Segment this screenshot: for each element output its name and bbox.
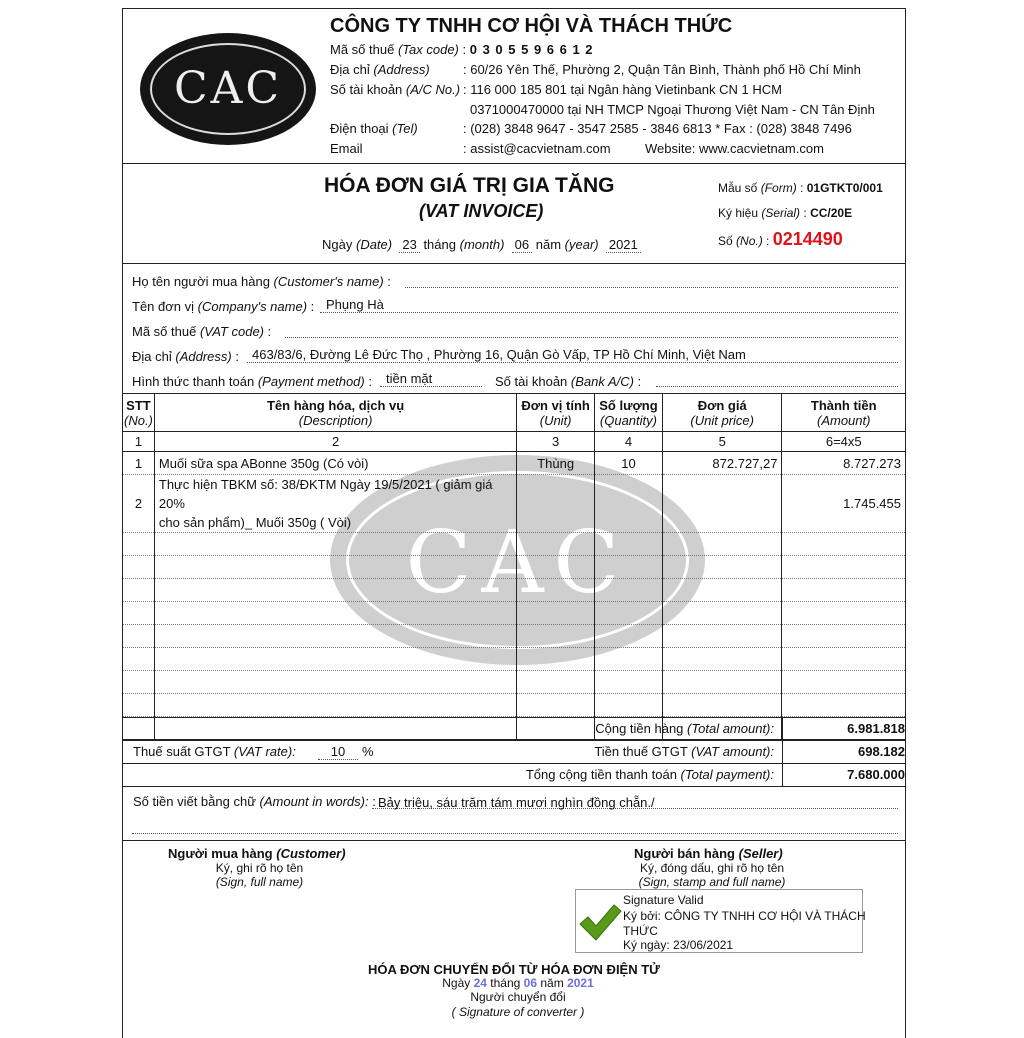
- invoice-number: 0214490: [772, 229, 843, 249]
- total-payment: 7.680.000: [847, 767, 905, 782]
- column-numbering: 1 2 3 4 5 6=4x5: [123, 432, 906, 452]
- company-email: : assist@cacvietnam.com: [463, 141, 611, 156]
- conversion-title: HÓA ĐƠN CHUYỂN ĐỔI TỪ HÓA ĐƠN ĐIỆN TỬ: [368, 962, 660, 977]
- customer-vat-field: [285, 337, 898, 338]
- customer-company: Phụng Hà: [326, 297, 384, 312]
- customer-address: 463/83/6, Đường Lê Đức Thọ , Phường 16, Quận Gò Vấp, TP Hồ Chí Minh, Việt Nam: [252, 347, 746, 362]
- amount-in-words: Bảy triệu, sáu trăm tám mươi nghìn đồng chẵn./: [378, 795, 655, 810]
- checkmark-icon: [578, 902, 622, 942]
- company-name: CÔNG TY TNHH CƠ HỘI VÀ THÁCH THỨC: [330, 15, 733, 37]
- signed-date: Ký ngày: 23/06/2021: [623, 938, 734, 952]
- bank-account-field: [656, 386, 898, 387]
- payment-method: tiền mặt: [386, 371, 433, 386]
- table-row: 1 Muối sữa spa ABonne 350g (Có vòi) Thùng 10 872.727,27 8.727.273: [123, 452, 906, 475]
- divider: [122, 163, 906, 164]
- divider: [122, 263, 906, 264]
- table-row: 2 Thực hiện TBKM số: 38/ĐKTM Ngày 19/5/2021 ( giảm giá 20% cho sản phẩm)_ Muối 350g ( Vòi) 1.745.455: [123, 475, 906, 533]
- tax-code: 0 3 0 5 5 9 6 6 1 2: [469, 42, 594, 57]
- signature-valid: Signature Valid: [623, 893, 704, 907]
- watermark-logo: CAC: [330, 455, 705, 665]
- company-website: Website: www.cacvietnam.com: [645, 141, 824, 156]
- digital-signature-box[interactable]: Signature Valid Ký bởi: CÔNG TY TNHH CƠ HỘI VÀ THÁCH THỨC Ký ngày: 23/06/2021: [575, 889, 863, 953]
- company-address: : 60/26 Yên Thế, Phường 2, Quận Tân Bình, Thành phố Hồ Chí Minh: [463, 62, 861, 77]
- items-table: [122, 393, 906, 740]
- company-tel: : (028) 3848 9647 - 3547 2585 - 3846 6813 * Fax : (028) 3848 7496: [463, 121, 852, 136]
- invoice-title: HÓA ĐƠN GIÁ TRỊ GIA TĂNG: [324, 174, 615, 197]
- account-1: : 116 000 185 801 tại Ngân hàng Vietinbank CN 1 HCM: [463, 82, 782, 97]
- total-amount: 6.981.818: [847, 721, 905, 736]
- customer-name-field: [405, 287, 898, 288]
- vat-rate: 10: [318, 744, 358, 760]
- table-header: STT (No.) Tên hàng hóa, dịch vụ (Description) Đơn vị tính (Unit) Số lượng (Quantity) Đơn giá (Unit price) Thành tiền (Amount): [123, 394, 906, 432]
- vat-amount: 698.182: [858, 744, 905, 759]
- company-logo: CAC: [140, 33, 316, 145]
- form-number: 01GTKT0/001: [806, 181, 883, 195]
- serial: CC/20E: [810, 206, 853, 220]
- invoice-date: Ngày (Date) 23 tháng (month) 06 năm (year) 2021: [322, 237, 641, 252]
- account-2: 0371000470000 tại NH TMCP Ngoại Thương Việt Nam - CN Tân Định: [470, 102, 875, 117]
- invoice-subtitle: (VAT INVOICE): [419, 201, 544, 221]
- divider: [122, 840, 906, 841]
